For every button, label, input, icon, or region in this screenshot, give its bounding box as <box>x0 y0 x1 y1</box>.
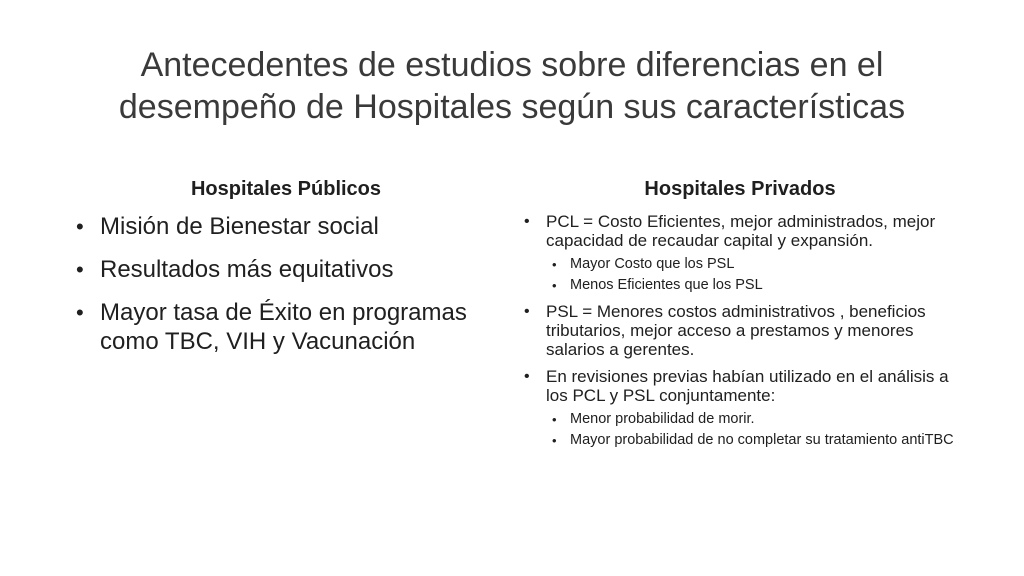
public-hospitals-heading: Hospitales Públicos <box>190 178 382 200</box>
list-item-text: PSL = Menores costos administrativos , beneficios tributarios, mejor acceso a prestamos y menores salarios a gerentes. <box>546 302 926 359</box>
sub-list-item: • Mayor probabilidad de no completar su tratamiento antiTBC <box>550 432 964 449</box>
private-hospitals-heading: Hospitales Privados <box>644 178 836 200</box>
slide-title <box>70 44 954 128</box>
list-item-psl <box>524 302 964 359</box>
list-item-text: En revisiones previas habían utilizado en el análisis a los PCL y PSL conjuntamente: <box>546 367 949 405</box>
title-line-1: Antecedentes de estudios sobre diferencias en el <box>140 46 884 84</box>
sub-list <box>550 256 964 294</box>
sub-list-item: • Mayor Costo que los PSL <box>550 256 964 273</box>
sub-list-item: • Menos Eficientes que los PSL <box>550 277 964 294</box>
private-hospitals-list <box>524 212 964 457</box>
public-hospitals-list <box>76 212 476 370</box>
list-item-reviews <box>524 367 964 449</box>
sub-list-item: • Menor probabilidad de morir. <box>550 411 964 428</box>
list-item-pcl <box>524 212 964 294</box>
list-item: • Misión de Bienestar social <box>76 212 476 241</box>
title-line-2: desempeño de Hospitales según sus características <box>118 88 906 126</box>
sub-list <box>550 411 964 449</box>
list-item: • Resultados más equitativos <box>76 255 476 284</box>
list-item: • Mayor tasa de Éxito en programas como TBC, VIH y Vacunación <box>76 298 476 356</box>
list-item-text: PCL = Costo Eficientes, mejor administrados, mejor capacidad de recaudar capital y expansión. <box>546 212 936 250</box>
